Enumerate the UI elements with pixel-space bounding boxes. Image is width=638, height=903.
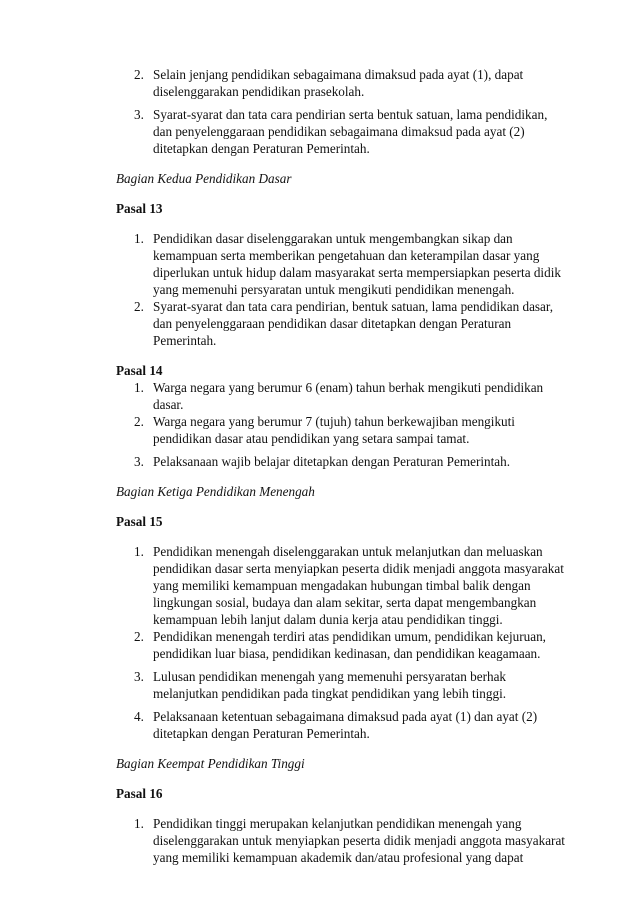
item-number: 3.: [134, 107, 144, 122]
list-item: [116, 628, 566, 662]
item-text: Pendidikan menengah diselenggarakan untuk melanjutkan dan meluaskan pendidikan dasar serta menyiapkan peserta didik menjadi anggota masyarakat yang memiliki kemampuan mengadakan hubungan timbal balik dengan lingkungan sosial, budaya dan alam sekitar, serta dapat mengembangkan kemampuan lebih lanjut dalam dunia kerja atau pendidikan tinggi.: [153, 544, 564, 627]
item-number: 3.: [134, 669, 144, 684]
list-item: [116, 453, 566, 470]
pasal-14-title: Pasal 14: [116, 363, 163, 378]
pasal-13-title: Pasal 13: [116, 201, 163, 216]
item-number: 3.: [134, 454, 144, 469]
item-number: 1.: [134, 816, 144, 831]
list-pasal-13: [116, 230, 566, 349]
list-pasal-14: [116, 379, 566, 470]
list-item: [116, 298, 566, 349]
item-number: 2.: [134, 67, 144, 82]
list-item: [116, 66, 566, 100]
item-number: 1.: [134, 380, 144, 395]
item-text: Pendidikan menengah terdiri atas pendidikan umum, pendidikan kejuruan, pendidikan luar biasa, pendidikan kedinasan, dan pendidikan keagamaan.: [153, 629, 546, 661]
list-pasal-15: [116, 543, 566, 742]
list-item: [116, 379, 566, 413]
item-number: 4.: [134, 709, 144, 724]
list-item: [116, 543, 566, 628]
item-text: Warga negara yang berumur 7 (tujuh) tahun berkewajiban mengikuti pendidikan dasar atau pendidikan yang setara sampai tamat.: [153, 414, 515, 446]
list-pasal-16: [116, 815, 566, 866]
list-item: [116, 413, 566, 447]
list-item: [116, 668, 566, 702]
item-text: Syarat-syarat dan tata cara pendirian, bentuk satuan, lama pendidikan dasar, dan penyelenggaraan pendidikan dasar ditetapkan dengan Peraturan Pemerintah.: [153, 299, 554, 348]
item-number: 2.: [134, 629, 144, 644]
item-number: 1.: [134, 231, 144, 246]
item-text: Syarat-syarat dan tata cara pendirian serta bentuk satuan, lama pendidikan, dan penyelenggaraan pendidikan sebagaimana dimaksud pada ayat (2) ditetapkan dengan Peraturan Pemerintah.: [153, 107, 548, 156]
document-content: [116, 66, 566, 866]
list-item: [116, 106, 566, 157]
item-text: Pelaksanaan ketentuan sebagaimana dimaksud pada ayat (1) dan ayat (2) ditetapkan dengan Peraturan Pemerintah.: [153, 709, 538, 741]
section-heading-keempat: Bagian Keempat Pendidikan Tinggi: [116, 756, 305, 771]
section-heading-ketiga: Bagian Ketiga Pendidikan Menengah: [116, 484, 315, 499]
item-text: Pendidikan tinggi merupakan kelanjutkan pendidikan menengah yang diselenggarakan untuk menyiapkan peserta didik menjadi anggota masyakarat yang memiliki kemampuan akademik dan/atau profesional yang dapat: [153, 816, 565, 865]
item-text: Pendidikan dasar diselenggarakan untuk mengembangkan sikap dan kemampuan serta memberikan pengetahuan dan keterampilan dasar yang diperlukan untuk hidup dalam masyarakat serta mempersiapkan peserta didik yang memenuhi persyaratan untuk mengikuti pendidikan menengah.: [153, 231, 561, 297]
section-heading-kedua: Bagian Kedua Pendidikan Dasar: [116, 171, 292, 186]
item-number: 2.: [134, 414, 144, 429]
item-text: Selain jenjang pendidikan sebagaimana dimaksud pada ayat (1), dapat diselenggarakan pendidikan prasekolah.: [153, 67, 524, 99]
item-text: Lulusan pendidikan menengah yang memenuhi persyaratan berhak melanjutkan pendidikan pada tingkat pendidikan yang lebih tinggi.: [153, 669, 507, 701]
item-number: 2.: [134, 299, 144, 314]
list-item: [116, 708, 566, 742]
item-number: 1.: [134, 544, 144, 559]
pasal-16-title: Pasal 16: [116, 786, 163, 801]
list-block1: [116, 66, 566, 157]
item-text: Warga negara yang berumur 6 (enam) tahun berhak mengikuti pendidikan dasar.: [153, 380, 544, 412]
list-item: [116, 815, 566, 866]
item-text: Pelaksanaan wajib belajar ditetapkan dengan Peraturan Pemerintah.: [153, 454, 511, 469]
pasal-15-title: Pasal 15: [116, 514, 163, 529]
list-item: [116, 230, 566, 298]
